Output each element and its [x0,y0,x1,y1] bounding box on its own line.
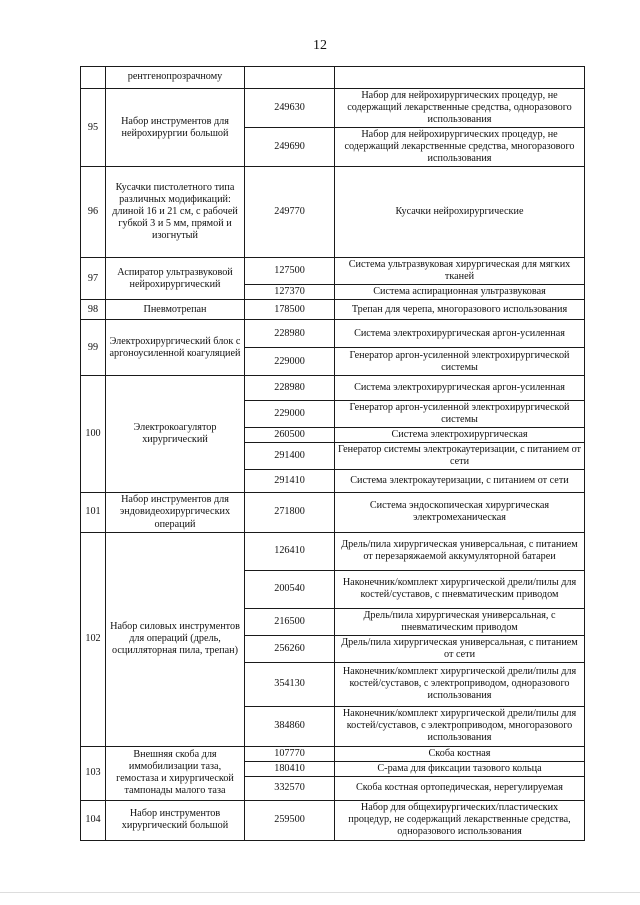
device-description: Кусачки нейрохирургические [335,167,585,258]
device-description: Система ультразвуковая хирургическая для мягких тканей [335,258,585,285]
row-number: 96 [81,167,106,258]
device-description: Система аспирационная ультразвуковая [335,285,585,300]
device-description: Набор для нейрохирургических процедур, не содержащий лекарственные средства, одноразового использования [335,89,585,128]
device-name: Кусачки пистолетного типа различных модификаций: длиной 16 и 21 см, с рабочей губкой 3 и 5 мм, прямой и изогнутый [106,167,245,258]
device-code: 259500 [245,800,335,840]
device-description [335,67,585,89]
device-code: 180410 [245,761,335,776]
device-code: 256260 [245,635,335,662]
device-description: Генератор аргон-усиленной электрохирургической системы [335,348,585,376]
device-name: Электрохирургический блок с аргоноусиленной коагуляцией [106,320,245,376]
row-number: 104 [81,800,106,840]
device-description: Дрель/пила хирургическая универсальная, с пневматическим приводом [335,608,585,635]
device-code: 249630 [245,89,335,128]
device-code: 271800 [245,493,335,532]
device-code: 178500 [245,300,335,320]
row-number [81,67,106,89]
device-description: Набор для общехирургических/пластических процедур, не содержащий лекарственные средства, одноразового использования [335,800,585,840]
table-row [81,167,585,258]
device-code: 126410 [245,532,335,570]
device-description: Наконечник/комплект хирургической дрели/пилы для костей/суставов, с электроприводом, одноразового использования [335,662,585,706]
device-name: Набор инструментов для нейрохирургии большой [106,89,245,167]
device-description: Дрель/пила хирургическая универсальная, с питанием от перезаряжаемой аккумуляторной батареи [335,532,585,570]
row-number: 102 [81,532,106,746]
device-code: 332570 [245,776,335,800]
table-row [81,300,585,320]
device-code: 249690 [245,128,335,167]
device-description: Система электрохирургическая аргон-усиленная [335,320,585,348]
device-name: Аспиратор ультразвуковой нейрохирургический [106,258,245,300]
device-code: 354130 [245,662,335,706]
device-description: Скоба костная [335,746,585,761]
device-code: 249770 [245,167,335,258]
row-number: 99 [81,320,106,376]
row-number: 101 [81,493,106,532]
device-description: Наконечник/комплект хирургической дрели/пилы для костей/суставов, с пневматическим приводом [335,570,585,608]
row-number: 95 [81,89,106,167]
row-number: 103 [81,746,106,800]
row-number: 98 [81,300,106,320]
device-code [245,67,335,89]
row-number: 100 [81,376,106,493]
table-row [81,89,585,128]
table-row [81,320,585,348]
device-description: С-рама для фиксации тазового кольца [335,761,585,776]
device-code: 216500 [245,608,335,635]
table-row [81,67,585,89]
page-number: 12 [313,38,327,53]
device-description: Система электрохирургическая [335,428,585,443]
device-code: 291410 [245,470,335,493]
device-name: Набор инструментов для эндовидеохирургических операций [106,493,245,532]
device-code: 229000 [245,401,335,428]
device-description: Набор для нейрохирургических процедур, не содержащий лекарственные средства, многоразового использования [335,128,585,167]
device-code: 291400 [245,443,335,470]
device-code: 260500 [245,428,335,443]
device-code: 107770 [245,746,335,761]
device-registry-table [80,66,585,841]
device-name: рентгенопрозрачному [106,67,245,89]
footer-divider [0,892,640,893]
table-row [81,376,585,401]
row-number: 97 [81,258,106,300]
device-description: Система эндоскопическая хирургическая электромеханическая [335,493,585,532]
table-row [81,493,585,532]
device-code: 127370 [245,285,335,300]
device-code: 384860 [245,706,335,746]
device-description: Дрель/пила хирургическая универсальная, с питанием от сети [335,635,585,662]
device-code: 229000 [245,348,335,376]
device-description: Наконечник/комплект хирургической дрели/пилы для костей/суставов, с электроприводом, многоразового использования [335,706,585,746]
device-name: Набор инструментов хирургический большой [106,800,245,840]
table-row [81,532,585,570]
device-description: Система электрокаутеризации, с питанием от сети [335,470,585,493]
device-description: Трепан для черепа, многоразового использования [335,300,585,320]
device-code: 200540 [245,570,335,608]
device-name: Внешняя скоба для иммобилизации таза, гемостаза и хирургической тампонады малого таза [106,746,245,800]
device-name: Пневмотрепан [106,300,245,320]
device-code: 127500 [245,258,335,285]
device-code: 228980 [245,376,335,401]
device-code: 228980 [245,320,335,348]
registry-body [81,67,585,841]
device-name: Электрокоагулятор хирургический [106,376,245,493]
table-row [81,258,585,285]
table-row [81,800,585,840]
device-description: Генератор аргон-усиленной электрохирургической системы [335,401,585,428]
device-description: Генератор системы электрокаутеризации, с питанием от сети [335,443,585,470]
device-description: Система электрохирургическая аргон-усиленная [335,376,585,401]
device-description: Скоба костная ортопедическая, нерегулируемая [335,776,585,800]
device-name: Набор силовых инструментов для операций (дрель, осцилляторная пила, трепан) [106,532,245,746]
table-row [81,746,585,761]
